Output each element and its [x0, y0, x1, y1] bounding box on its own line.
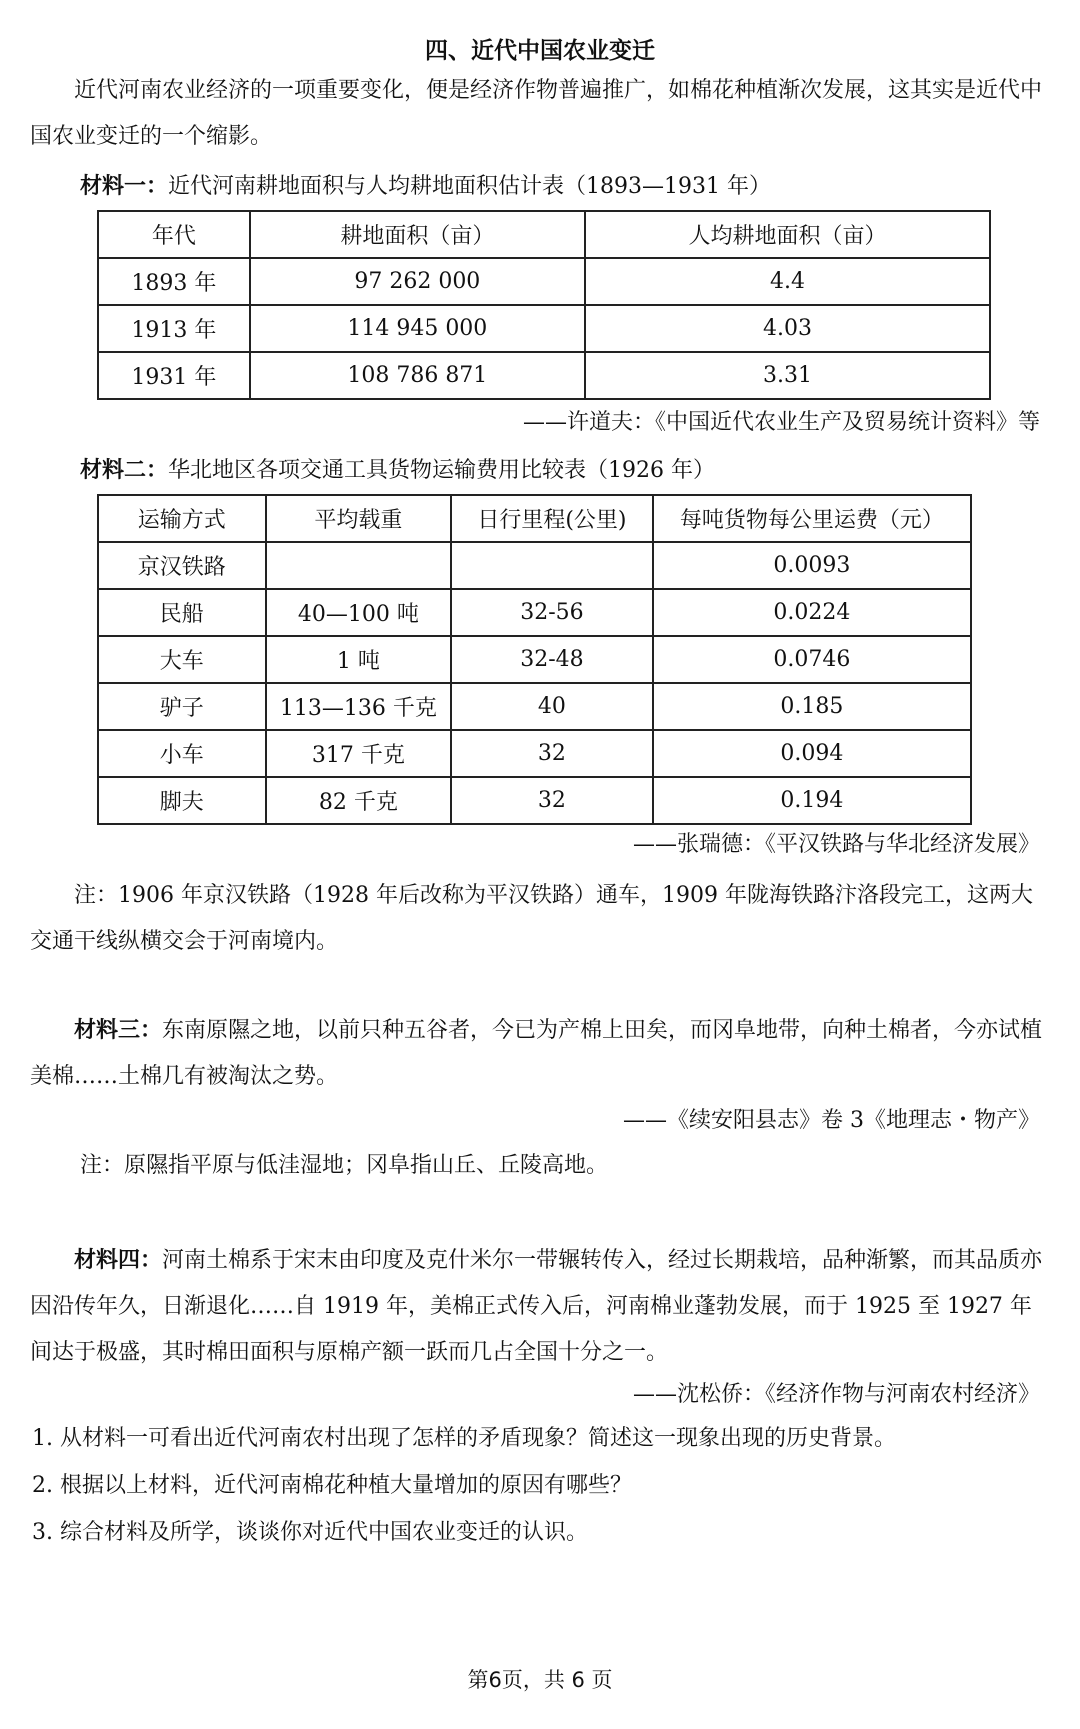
page-footer: 第6页，共 6 页	[467, 1668, 613, 1692]
table-cell: 大车	[98, 636, 266, 683]
material3-text: 东南原隰之地，以前只种五谷者，今已为产棉上田矣，而冈阜地带，向种土棉者，今亦试植美棉……土棉几有被淘汰之势。	[30, 1018, 1043, 1089]
table-row	[98, 542, 971, 589]
section-title: 四、近代中国农业变迁	[425, 38, 655, 64]
header-cell: 日行里程(公里)	[451, 495, 653, 542]
header-cell: 运输方式	[98, 495, 266, 542]
table-cell	[266, 542, 452, 589]
table-row	[98, 305, 990, 352]
table-cell: 82 千克	[266, 777, 452, 824]
table-cell: 驴子	[98, 683, 266, 730]
material2-caption-line	[80, 456, 715, 486]
header-cell: 年代	[98, 211, 250, 258]
table-cell: 0.094	[653, 730, 971, 777]
material2-source: ——张瑞德：《平汉铁路与华北经济发展》	[632, 832, 1040, 857]
table-row	[98, 258, 990, 305]
table-cell: 0.194	[653, 777, 971, 824]
question-1: 1. 从材料一可看出近代河南农村出现了怎样的矛盾现象？简述这一现象出现的历史背景。	[32, 1426, 896, 1451]
table-row	[98, 636, 971, 683]
table-cell: 民船	[98, 589, 266, 636]
table-cell	[451, 542, 653, 589]
table-header-row	[98, 211, 990, 258]
table-cell: 京汉铁路	[98, 542, 266, 589]
material2-table	[97, 494, 972, 825]
table-cell: 32-48	[451, 636, 653, 683]
question-3: 3. 综合材料及所学，谈谈你对近代中国农业变迁的认识。	[32, 1520, 588, 1545]
table-cell: 脚夫	[98, 777, 266, 824]
table-cell: 0.0093	[653, 542, 971, 589]
table-cell: 1913 年	[98, 305, 250, 352]
table-cell: 1 吨	[266, 636, 452, 683]
header-cell: 平均载重	[266, 495, 452, 542]
material2-label: 材料二：	[80, 458, 169, 483]
table-cell: 114 945 000	[250, 305, 585, 352]
material3-note: 注：原隰指平原与低洼湿地；冈阜指山丘、丘陵高地。	[80, 1153, 609, 1178]
table-cell: 4.03	[585, 305, 990, 352]
material4-paragraph	[30, 1238, 1050, 1376]
table-row	[98, 777, 971, 824]
table-cell: 1893 年	[98, 258, 250, 305]
table-cell: 0.0746	[653, 636, 971, 683]
table-cell: 0.0224	[653, 589, 971, 636]
table-row	[98, 589, 971, 636]
header-cell: 耕地面积（亩）	[250, 211, 585, 258]
material3-label: 材料三：	[74, 1018, 163, 1043]
table-header-row	[98, 495, 971, 542]
table-row	[98, 683, 971, 730]
table-row	[98, 352, 990, 399]
header-cell: 人均耕地面积（亩）	[585, 211, 990, 258]
table-cell: 4.4	[585, 258, 990, 305]
question-2: 2. 根据以上材料，近代河南棉花种植大量增加的原因有哪些？	[32, 1473, 632, 1498]
material4-label: 材料四：	[74, 1248, 163, 1273]
material1-caption-line	[80, 172, 771, 202]
material1-table	[97, 210, 991, 400]
table-row	[98, 730, 971, 777]
header-cell: 每吨货物每公里运费（元）	[653, 495, 971, 542]
table-cell: 32	[451, 730, 653, 777]
material2-note: 注：1906 年京汉铁路（1928 年后改称为平汉铁路）通车，1909 年陇海铁路汴洛段完工，这两大交通干线纵横交会于河南境内。	[30, 883, 1033, 954]
material1-source: ——许道夫：《中国近代农业生产及贸易统计资料》等	[522, 410, 1040, 435]
table-cell: 32-56	[451, 589, 653, 636]
table-cell: 108 786 871	[250, 352, 585, 399]
table-cell: 小车	[98, 730, 266, 777]
table-cell: 113—136 千克	[266, 683, 452, 730]
table-cell: 1931 年	[98, 352, 250, 399]
table-cell: 317 千克	[266, 730, 452, 777]
material4-text: 河南土棉系于宋末由印度及克什米尔一带辗转传入，经过长期栽培，品种渐繁，而其品质亦因沿传年久，日渐退化……自 1919 年，美棉正式传入后，河南棉业蓬勃发展，而于 1925 至 1927 年间达于极盛，其时棉田面积与原棉产额一跃而几占全国十分之一。	[30, 1248, 1043, 1365]
material3-source: ——《续安阳县志》卷 3《地理志・物产》	[623, 1108, 1040, 1133]
table-cell: 97 262 000	[250, 258, 585, 305]
material4-source: ——沈松侨：《经济作物与河南农村经济》	[632, 1382, 1040, 1407]
intro-paragraph: 近代河南农业经济的一项重要变化，便是经济作物普遍推广，如棉花种植渐次发展，这其实是近代中国农业变迁的一个缩影。	[30, 78, 1043, 149]
material1-caption: 近代河南耕地面积与人均耕地面积估计表（1893—1931 年）	[168, 174, 771, 199]
material1-label: 材料一：	[80, 174, 169, 199]
material2-caption: 华北地区各项交通工具货物运输费用比较表（1926 年）	[168, 458, 715, 483]
material3-paragraph	[30, 1008, 1050, 1100]
table-cell: 32	[451, 777, 653, 824]
table-cell: 3.31	[585, 352, 990, 399]
table-cell: 40—100 吨	[266, 589, 452, 636]
table-cell: 40	[451, 683, 653, 730]
table-cell: 0.185	[653, 683, 971, 730]
